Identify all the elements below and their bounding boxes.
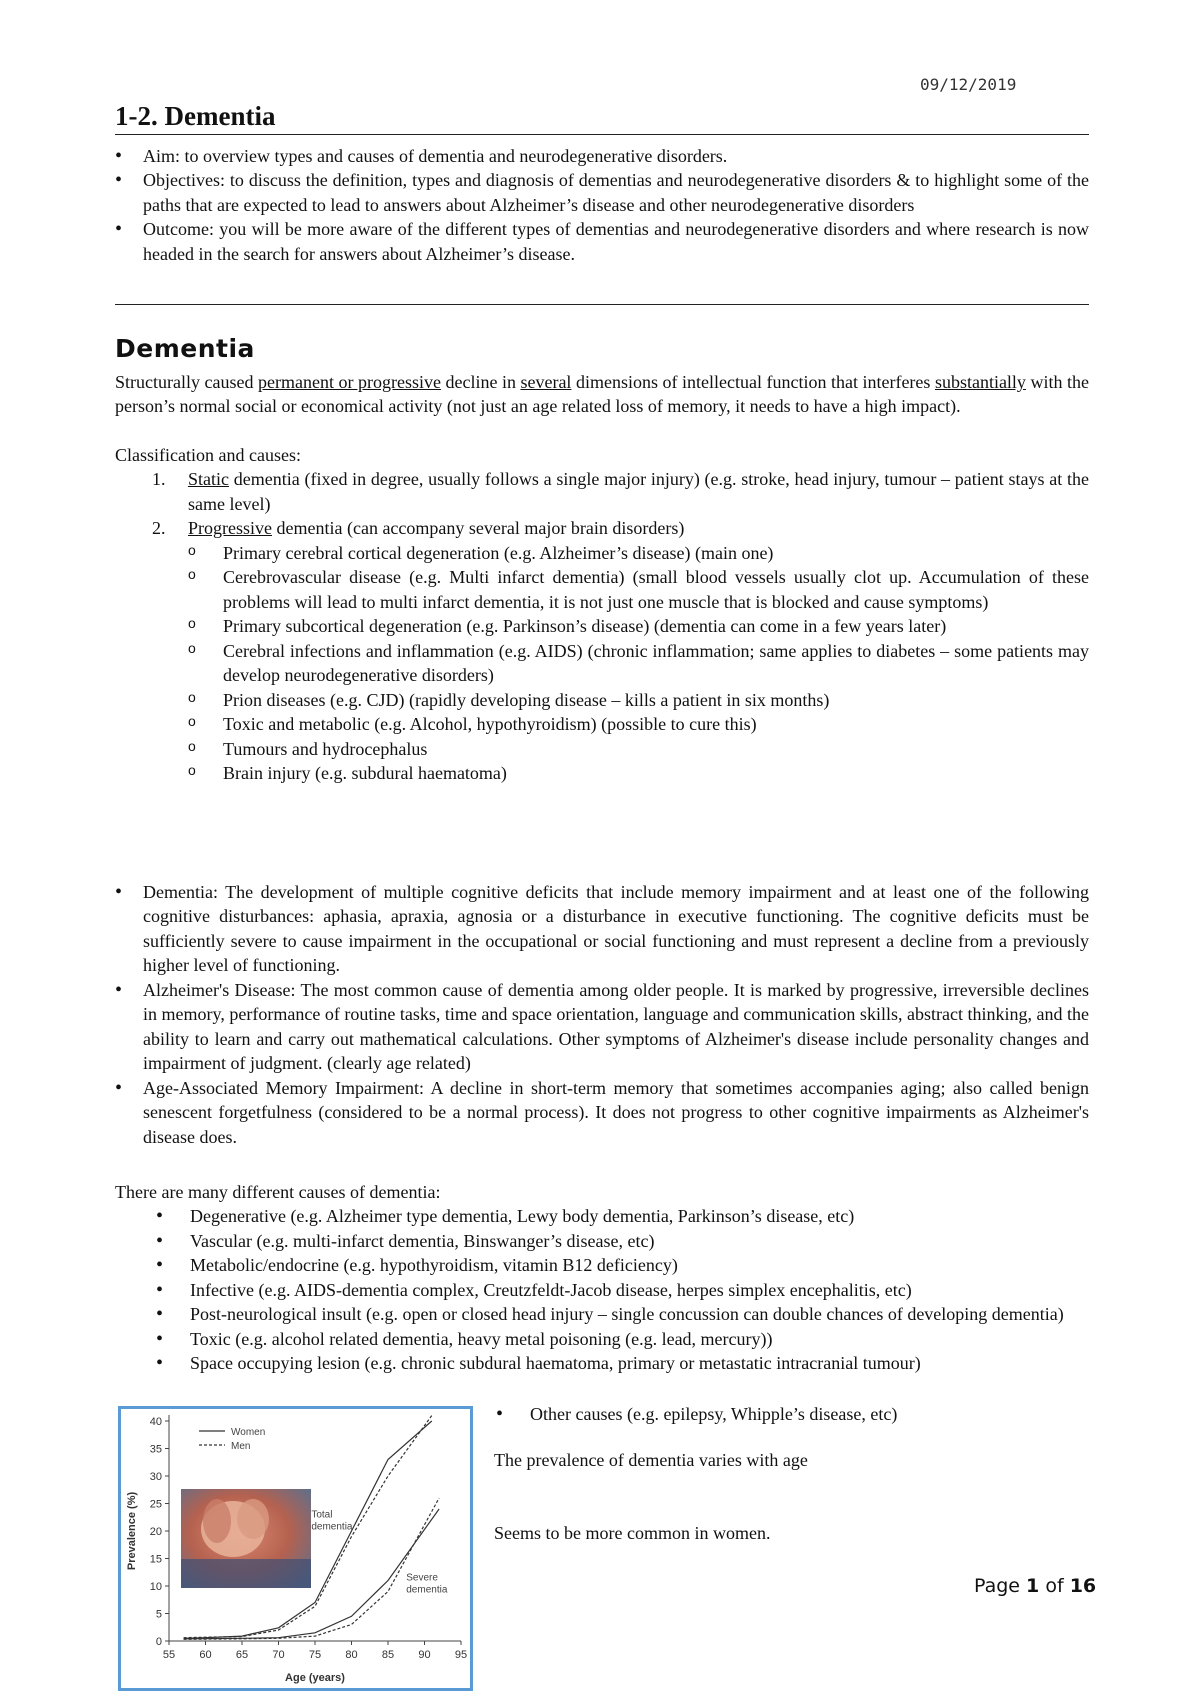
x-tick-label: 60 [199,1649,212,1661]
annotation-severe-2: dementia [406,1584,448,1596]
y-axis-label: Prevalence (%) [126,1491,138,1571]
definition-memory-impairment: • Age-Associated Memory Impairment: A decline in short-term memory that sometimes accompanies aging; also called benign senescent forgetfulness (considered to be a normal process). It does not progress to other cognitive impairments as Alzheimer's disease does. [115,1076,1089,1149]
sub-item: o Prion diseases (e.g. CJD) (rapidly developing disease – kills a patient in six months) [185,688,1089,712]
classification-list [152,467,1089,540]
progressive-sublist [185,541,1089,786]
sub-item: o Primary cerebral cortical degeneration (e.g. Alzheimer’s disease) (main one) [185,541,1089,565]
intro-list [115,144,1089,266]
women-note: Seems to be more common in women. [494,1523,771,1543]
intro-rule [115,304,1089,305]
intro-outcome: • Outcome: you will be more aware of the different types of dementias and neurodegenerative disorders and where research is now headed in the search for answers about Alzheimer’s disease. [115,217,1089,266]
cause-item: • Toxic (e.g. alcohol related dementia, heavy metal poisoning (e.g. lead, mercury)) [156,1327,1089,1351]
sub-item: o Cerebrovascular disease (e.g. Multi infarct dementia) (small blood vessels usually clot up. Accumulation of these problems will lead to multi infarct dementia, it is not just one muscle that is blocked and cause symptoms) [185,565,1089,614]
cause-item: • Space occupying lesion (e.g. chronic subdural haematoma, primary or metastatic intracranial tumour) [156,1351,1089,1375]
causes-intro: There are many different causes of dementia: [115,1182,441,1202]
definitions-list [115,880,1089,1149]
page-number: Page 1 of 16 [974,1575,1097,1597]
prevalence-figure [118,1406,473,1691]
x-axis-label: Age (years) [285,1672,345,1684]
x-tick-label: 65 [235,1649,249,1661]
y-tick-label: 25 [149,1498,162,1511]
y-tick-label: 5 [155,1608,162,1621]
annotation-total-2: dementia [311,1521,353,1533]
sub-item: o Tumours and hydrocephalus [185,737,1089,761]
y-tick-label: 35 [149,1443,162,1456]
prevalence-note: The prevalence of dementia varies with age [494,1450,808,1470]
y-tick-label: 20 [149,1526,162,1538]
y-tick-label: 10 [149,1581,162,1593]
cause-item: • Infective (e.g. AIDS-dementia complex, Creutzfeldt-Jacob disease, herpes simplex encephalitis, etc) [156,1278,1089,1302]
definition-alzheimers: • Alzheimer's Disease: The most common cause of dementia among older people. It is marked by progressive, irreversible declines in memory, performance of routine tasks, time and space orientation, language and communication skills, abstract thinking, and the ability to learn and carry out mathematical calculations. Other symptoms of Alzheimer's disease include personality changes and impairment of judgment. (clearly age related) [115,978,1089,1076]
title-rule [115,134,1089,135]
section-heading: Dementia [115,334,255,363]
y-tick-label: 0 [155,1636,162,1648]
intro-aim: • Aim: to overview types and causes of dementia and neurodegenerative disorders. [115,144,1089,168]
dementia-section [115,370,1089,786]
cause-item: • Post-neurological insult (e.g. open or closed head injury – single concussion can double chances of developing dementia) [156,1302,1089,1326]
cause-item: • Degenerative (e.g. Alzheimer type dementia, Lewy body dementia, Parkinson’s disease, etc) [156,1204,1089,1228]
static-dementia-item: 1. Static dementia (fixed in degree, usually follows a single major injury) (e.g. stroke, head injury, tumour – patient stays at the same level) [152,469,1089,514]
legend-label-women: Women [231,1427,266,1438]
definition-dementia: • Dementia: The development of multiple cognitive deficits that include memory impairment and at least one of the following cognitive disturbances: aphasia, apraxia, agnosia or a disturbance in executive functioning. The cognitive deficits must be sufficiently severe to cause impairment in the occupational or social functioning and must represent a decline from a previously higher level of functioning. [115,880,1089,978]
x-tick-label: 85 [381,1649,395,1661]
cause-item: • Metabolic/endocrine (e.g. hypothyroidism, vitamin B12 deficiency) [156,1253,1089,1277]
causes-list [156,1204,1089,1375]
sub-item: o Primary subcortical degeneration (e.g. Parkinson’s disease) (dementia can come in a few years later) [185,614,1089,638]
photo-illustration [181,1489,311,1588]
causes-section [115,1180,1089,1376]
annotation-severe-1: Severe [406,1572,438,1584]
x-tick-label: 70 [272,1649,285,1661]
cause-item: • Vascular (e.g. multi-infarct dementia, Binswanger’s disease, etc) [156,1229,1089,1253]
prevalence-chart [121,1409,470,1688]
document-title: 1-2. Dementia [115,101,276,131]
classification-label: Classification and causes: [115,444,301,465]
x-tick-label: 80 [345,1649,358,1661]
intro-objectives: • Objectives: to discuss the definition, types and diagnosis of dementias and neurodegenerative disorders & to highlight some of the paths that are expected to lead to answers about Alzheimer’s disease and other neurodegenerative disorders [115,168,1089,217]
x-tick-label: 90 [418,1649,431,1661]
dementia-definition: Structurally caused permanent or progressive decline in several dimensions of intellectual function that interferes substantially with the person’s normal social or economical activity (not just an age related loss of memory, it needs to have a high impact). [115,372,1089,417]
y-tick-label: 15 [149,1553,162,1566]
sub-item: o Brain injury (e.g. subdural haematoma) [185,761,1089,785]
sub-item: o Cerebral infections and inflammation (e.g. AIDS) (chronic inflammation; same applies to diabetes – some patients may develop neurodegenerative disorders) [185,639,1089,688]
chart-annotations [311,1509,447,1595]
x-tick-label: 75 [308,1649,322,1661]
y-tick-label: 40 [149,1416,162,1428]
sub-item: o Toxic and metabolic (e.g. Alcohol, hypothyroidism) (possible to cure this) [185,712,1089,736]
y-tick-label: 30 [149,1471,162,1483]
progressive-dementia-item: 2. Progressive dementia (can accompany several major brain disorders) [152,518,685,539]
chart-legend [199,1427,265,1452]
x-tick-label: 55 [162,1649,176,1661]
document-date: 09/12/2019 [920,75,1017,94]
other-causes-item: • Other causes (e.g. epilepsy, Whipple’s disease, etc) [530,1402,897,1426]
legend-label-men: Men [231,1441,251,1452]
annotation-total-1: Total [311,1509,333,1521]
x-tick-label: 95 [454,1649,468,1661]
